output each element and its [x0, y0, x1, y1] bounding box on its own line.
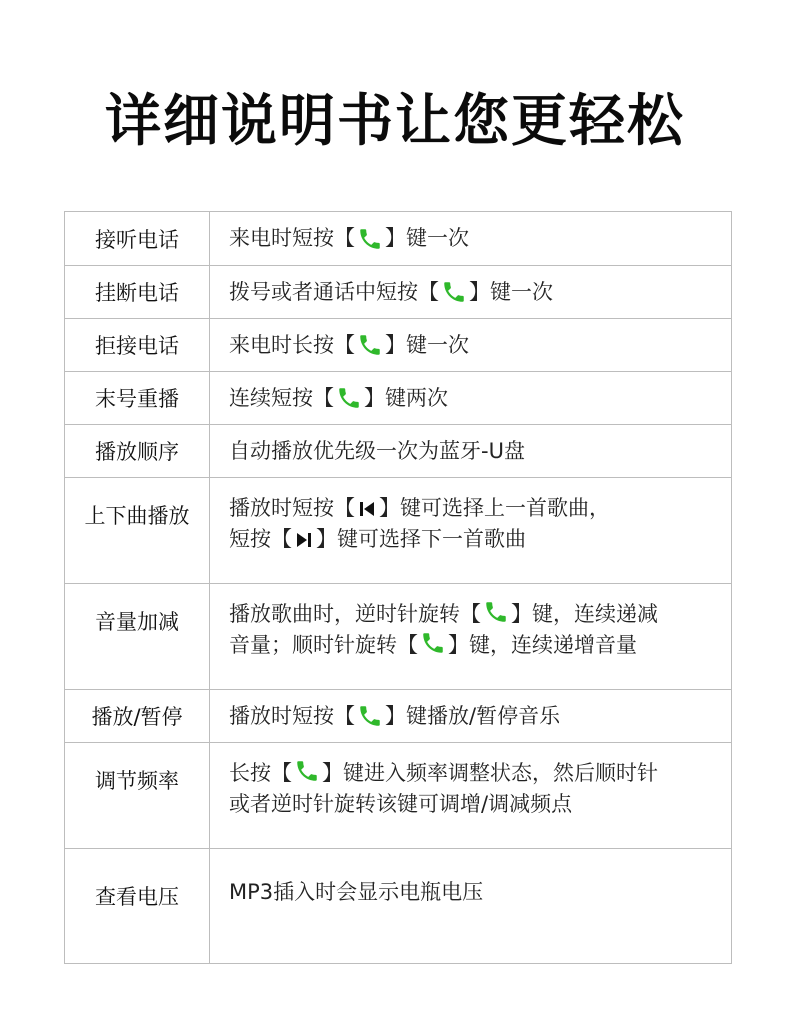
desc-text: 】键，连续递增音量: [448, 633, 637, 657]
desc-line: [229, 599, 721, 630]
desc-line: [229, 630, 721, 661]
desc-text: 】键一次: [469, 279, 553, 304]
desc-text: 】键两次: [364, 385, 448, 410]
row-description: [210, 212, 731, 265]
desc-text: 】键进入频率调整状态，然后顺时针: [322, 761, 658, 785]
row-description: [210, 584, 731, 689]
row-label: 末号重播: [65, 372, 210, 424]
desc-text: 音量；顺时针旋转【: [229, 633, 418, 657]
phone-icon: [483, 599, 509, 625]
play-next-icon: [294, 530, 314, 550]
desc-text: MP3插入时会显示电瓶电压: [229, 880, 484, 904]
phone-icon: [357, 226, 383, 252]
table-row: [65, 212, 731, 265]
desc-text: 来电时短按【: [229, 226, 355, 250]
row-label: 挂断电话: [65, 266, 210, 318]
table-row: [65, 848, 731, 963]
table-row: [65, 689, 731, 742]
row-description: [210, 425, 731, 477]
table-row: [65, 477, 731, 583]
row-label: 上下曲播放: [65, 478, 210, 583]
desc-text: 连续短按【: [229, 385, 334, 410]
desc-text: 拨号或者通话中短按【: [229, 279, 439, 304]
row-label: 播放/暂停: [65, 690, 210, 742]
row-description: [210, 478, 731, 583]
desc-line: 或者逆时针旋转该键可调增/调减频点: [229, 792, 573, 816]
page-title: 详细说明书让您更轻松: [105, 89, 685, 154]
row-description: [210, 372, 731, 424]
table-row: [65, 583, 731, 689]
desc-text: 】键一次: [385, 332, 469, 357]
row-label: 播放顺序: [65, 425, 210, 477]
phone-icon: [441, 279, 467, 305]
desc-line: [229, 758, 721, 789]
table-row: [65, 371, 731, 424]
desc-text: 】键播放/暂停音乐: [385, 703, 561, 728]
row-description: [210, 266, 731, 318]
desc-text: 播放歌曲时，逆时针旋转【: [229, 602, 481, 626]
desc-text: 】键一次: [385, 226, 469, 250]
desc-text: 长按【: [229, 761, 292, 785]
desc-line: [229, 524, 721, 555]
phone-icon: [336, 385, 362, 411]
desc-text: 播放时短按【: [229, 496, 355, 520]
phone-icon: [357, 703, 383, 729]
skip-previous-icon: [357, 499, 377, 519]
row-label: 拒接电话: [65, 319, 210, 371]
phone-icon: [357, 332, 383, 358]
desc-text: 短按【: [229, 527, 292, 551]
table-row: [65, 742, 731, 848]
instruction-table: [64, 211, 732, 964]
desc-line: [229, 493, 721, 524]
row-description: [210, 319, 731, 371]
row-label: 查看电压: [65, 849, 210, 963]
desc-text: 自动播放优先级一次为蓝牙-U盘: [229, 438, 525, 463]
row-description: [210, 849, 731, 963]
table-row: [65, 265, 731, 318]
desc-text: 】键可选择下一首歌曲: [316, 527, 526, 551]
phone-icon: [294, 758, 320, 784]
desc-text: 】键可选择上一首歌曲，: [379, 496, 610, 520]
table-row: [65, 318, 731, 371]
row-description: [210, 743, 731, 848]
row-label: 调节频率: [65, 743, 210, 848]
desc-text: 来电时长按【: [229, 332, 355, 357]
row-label: 接听电话: [65, 212, 210, 265]
row-description: [210, 690, 731, 742]
phone-icon: [420, 630, 446, 656]
row-label: 音量加减: [65, 584, 210, 689]
desc-text: 】键，连续递减: [511, 602, 658, 626]
table-row: [65, 424, 731, 477]
desc-text: 播放时短按【: [229, 703, 355, 728]
